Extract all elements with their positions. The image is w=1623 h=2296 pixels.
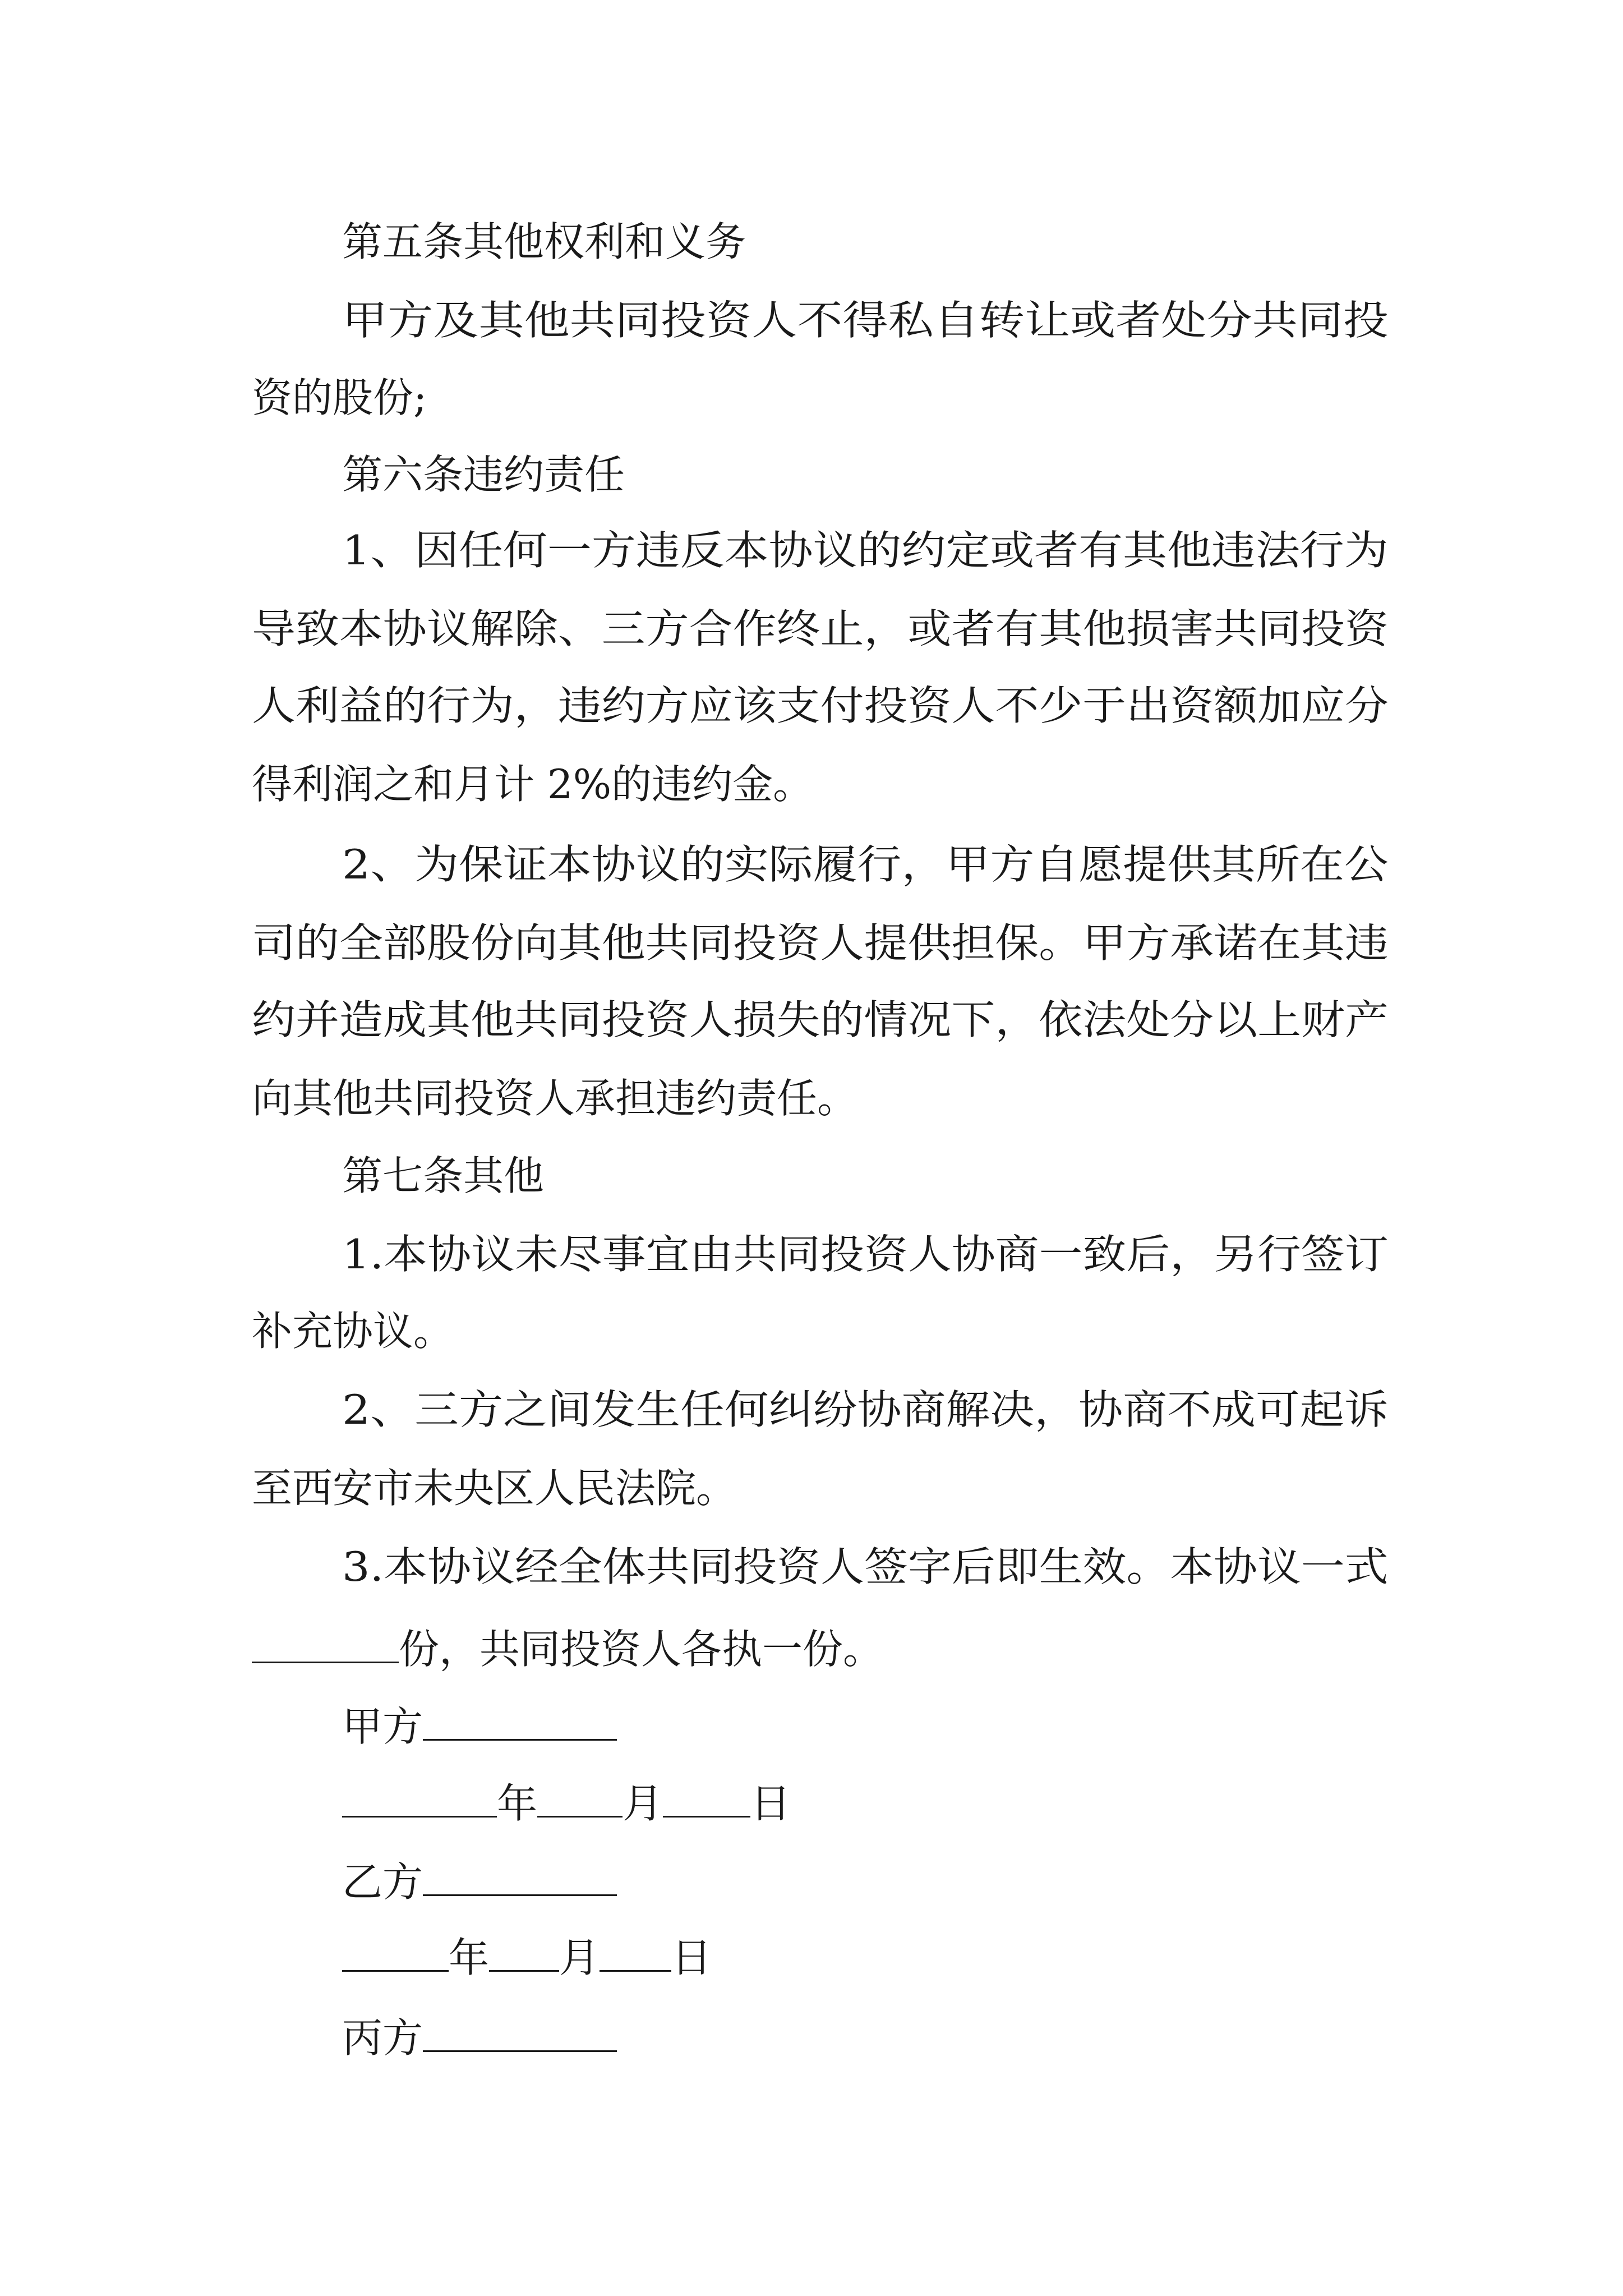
paragraph-line [252,996,1389,1043]
month-blank [489,1934,559,1972]
paragraph-text: 补充协议。 [252,1308,454,1355]
heading-text: 第七条其他 [342,1152,545,1199]
paragraph-line [252,605,1389,652]
party-a-signature-line [342,1703,617,1750]
day-blank [600,1934,671,1972]
paragraph-text: 导致本协议解除、三方合作终止，或者有其他损害共同投资 [252,605,1389,652]
party-a-label: 甲方 [342,1703,423,1750]
paragraph-text: 甲方及其他共同投资人不得私自转让或者处分共同投 [342,297,1389,344]
paragraph-line [252,1075,858,1122]
copies-text: 份，共同投资人各执一份。 [399,1625,884,1673]
paragraph-line [252,1308,454,1355]
heading-text: 第五条其他权利和义务 [342,218,746,265]
party-c-signature-blank [423,2014,617,2052]
section-5-heading [342,218,746,265]
paragraph-text: 至西安市未央区人民法院。 [252,1465,737,1512]
paragraph-line [252,682,1389,729]
party-b-signature-blank [423,1858,617,1896]
paragraph-text: 1、因任何一方违反本协议的约定或者有其他违法行为 [342,527,1389,574]
paragraph-line [252,374,427,421]
party-c-signature-line [342,2014,617,2062]
paragraph-line [342,297,1389,344]
day-blank [663,1779,750,1818]
year-blank [342,1779,497,1818]
party-b-date-line [342,1934,712,1981]
year-blank [342,1934,449,1972]
paragraph-text: 向其他共同投资人承担违约责任。 [252,1075,858,1122]
day-label: 日 [750,1779,791,1827]
month-label: 月 [559,1934,600,1981]
month-label: 月 [623,1779,663,1827]
paragraph-text: 得利润之和月计 2%的违约金。 [252,761,814,808]
paragraph-text: 3.本协议经全体共同投资人签字后即生效。本协议一式 [342,1543,1389,1590]
paragraph-text: 1.本协议未尽事宜由共同投资人协商一致后，另行签订 [342,1231,1389,1278]
paragraph-text: 人利益的行为，违约方应该支付投资人不少于出资额加应分 [252,682,1389,729]
paragraph-line [342,527,1389,574]
party-a-date-line [342,1779,791,1827]
paragraph-line [342,841,1389,888]
paragraph-line [252,761,814,808]
heading-text: 第六条违约责任 [342,451,625,498]
paragraph-line [342,1386,1389,1433]
paragraph-text: 2、三方之间发生任何纠纷协商解决，协商不成可起诉 [342,1386,1389,1433]
party-b-label: 乙方 [342,1858,423,1906]
paragraph-line [252,919,1389,967]
paragraph-text: 2、为保证本协议的实际履行，甲方自愿提供其所在公 [342,841,1389,888]
year-label: 年 [449,1934,490,1981]
paragraph-text: 司的全部股份向其他共同投资人提供担保。甲方承诺在其违 [252,919,1389,967]
party-a-signature-blank [423,1703,617,1741]
party-c-label: 丙方 [342,2014,423,2062]
paragraph-line [252,1465,737,1512]
paragraph-text: 约并造成其他共同投资人损失的情况下，依法处分以上财产 [252,996,1389,1043]
copies-blank [252,1625,399,1663]
copies-line [252,1625,884,1673]
month-blank [537,1779,623,1818]
paragraph-line [342,1543,1389,1590]
day-label: 日 [671,1934,712,1981]
section-7-heading [342,1152,545,1199]
year-label: 年 [497,1779,538,1827]
party-b-signature-line [342,1858,617,1906]
paragraph-line [342,1231,1389,1278]
paragraph-text: 资的股份; [252,374,427,421]
section-6-heading [342,451,625,498]
